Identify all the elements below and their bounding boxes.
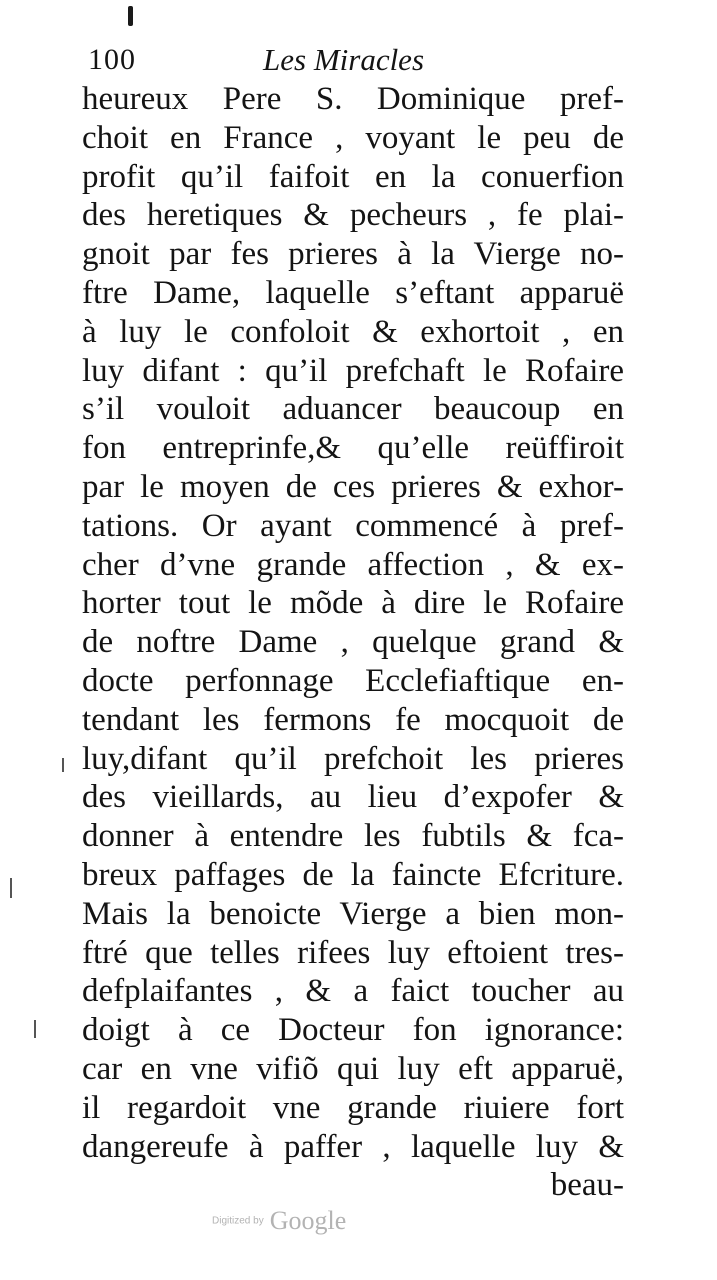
ink-mark bbox=[128, 6, 133, 26]
text-line: tations. Or ayant commencé à pref- bbox=[82, 507, 624, 544]
text-line: cher d’vne grande affection , & ex- bbox=[82, 546, 624, 583]
catchword: beau- bbox=[550, 1167, 624, 1204]
text-line: de noftre Dame , quelque grand & bbox=[82, 624, 624, 661]
text-line: breux paffages de la faincte Efcriture. bbox=[82, 856, 624, 893]
text-line: gnoit par fes prieres à la Vierge no- bbox=[82, 236, 624, 273]
margin-tick bbox=[10, 878, 12, 898]
text-line: luy difant : qu’il prefchaft le Rofaire bbox=[82, 352, 624, 389]
text-line: defplaifantes , & a faict toucher au bbox=[82, 973, 624, 1010]
text-line: des heretiques & pecheurs , fe plai- bbox=[82, 197, 624, 234]
page-number: 100 bbox=[88, 43, 136, 76]
margin-tick bbox=[62, 758, 64, 772]
text-line: il regardoit vne grande riuiere fort bbox=[82, 1089, 624, 1126]
text-line: luy,difant qu’il prefchoit les prieres bbox=[82, 740, 624, 777]
watermark-prefix: Digitized by bbox=[212, 1215, 264, 1227]
text-line: par le moyen de ces prieres & exhor- bbox=[82, 468, 624, 505]
text-line: car en vne vifiõ qui luy eft apparuë, bbox=[82, 1050, 624, 1087]
text-line: heureux Pere S. Dominique pref- bbox=[82, 81, 624, 117]
body-text bbox=[82, 80, 624, 1205]
text-line: ftre Dame, laquelle s’eftant apparuë bbox=[82, 274, 624, 311]
text-line: donner à entendre les fubtils & fca- bbox=[82, 818, 624, 855]
margin-tick bbox=[34, 1020, 36, 1038]
text-line: profit qu’il faifoit en la conuerfion bbox=[82, 158, 624, 195]
text-line: à luy le confoloit & exhortoit , en bbox=[82, 313, 624, 350]
text-line: docte perfonnage Ecclefiaftique en- bbox=[82, 662, 624, 699]
running-head bbox=[88, 40, 628, 80]
text-line: doigt à ce Docteur fon ignorance: bbox=[82, 1012, 624, 1049]
text-line: des vieillards, au lieu d’expofer & bbox=[82, 779, 624, 816]
running-title: Les Miracles bbox=[263, 42, 425, 77]
text-line: s’il vouloit aduancer beaucoup en bbox=[82, 391, 624, 428]
text-line: Mais la benoicte Vierge a bien mon- bbox=[82, 895, 624, 932]
text-line: horter tout le mõde à dire le Rofaire bbox=[82, 585, 624, 622]
watermark-brand: Google bbox=[269, 1206, 347, 1235]
text-line: choit en France , voyant le peu de bbox=[82, 119, 624, 156]
text-line: dangereufe à paffer , laquelle luy & bbox=[82, 1128, 624, 1165]
text-line: ftré que telles rifees luy eftoient tres- bbox=[82, 934, 624, 971]
digitization-watermark bbox=[212, 1206, 346, 1242]
text-line: tendant les fermons fe mocquoit de bbox=[82, 701, 624, 738]
text-line: fon entreprinfe,& qu’elle reüffiroit bbox=[82, 430, 624, 467]
